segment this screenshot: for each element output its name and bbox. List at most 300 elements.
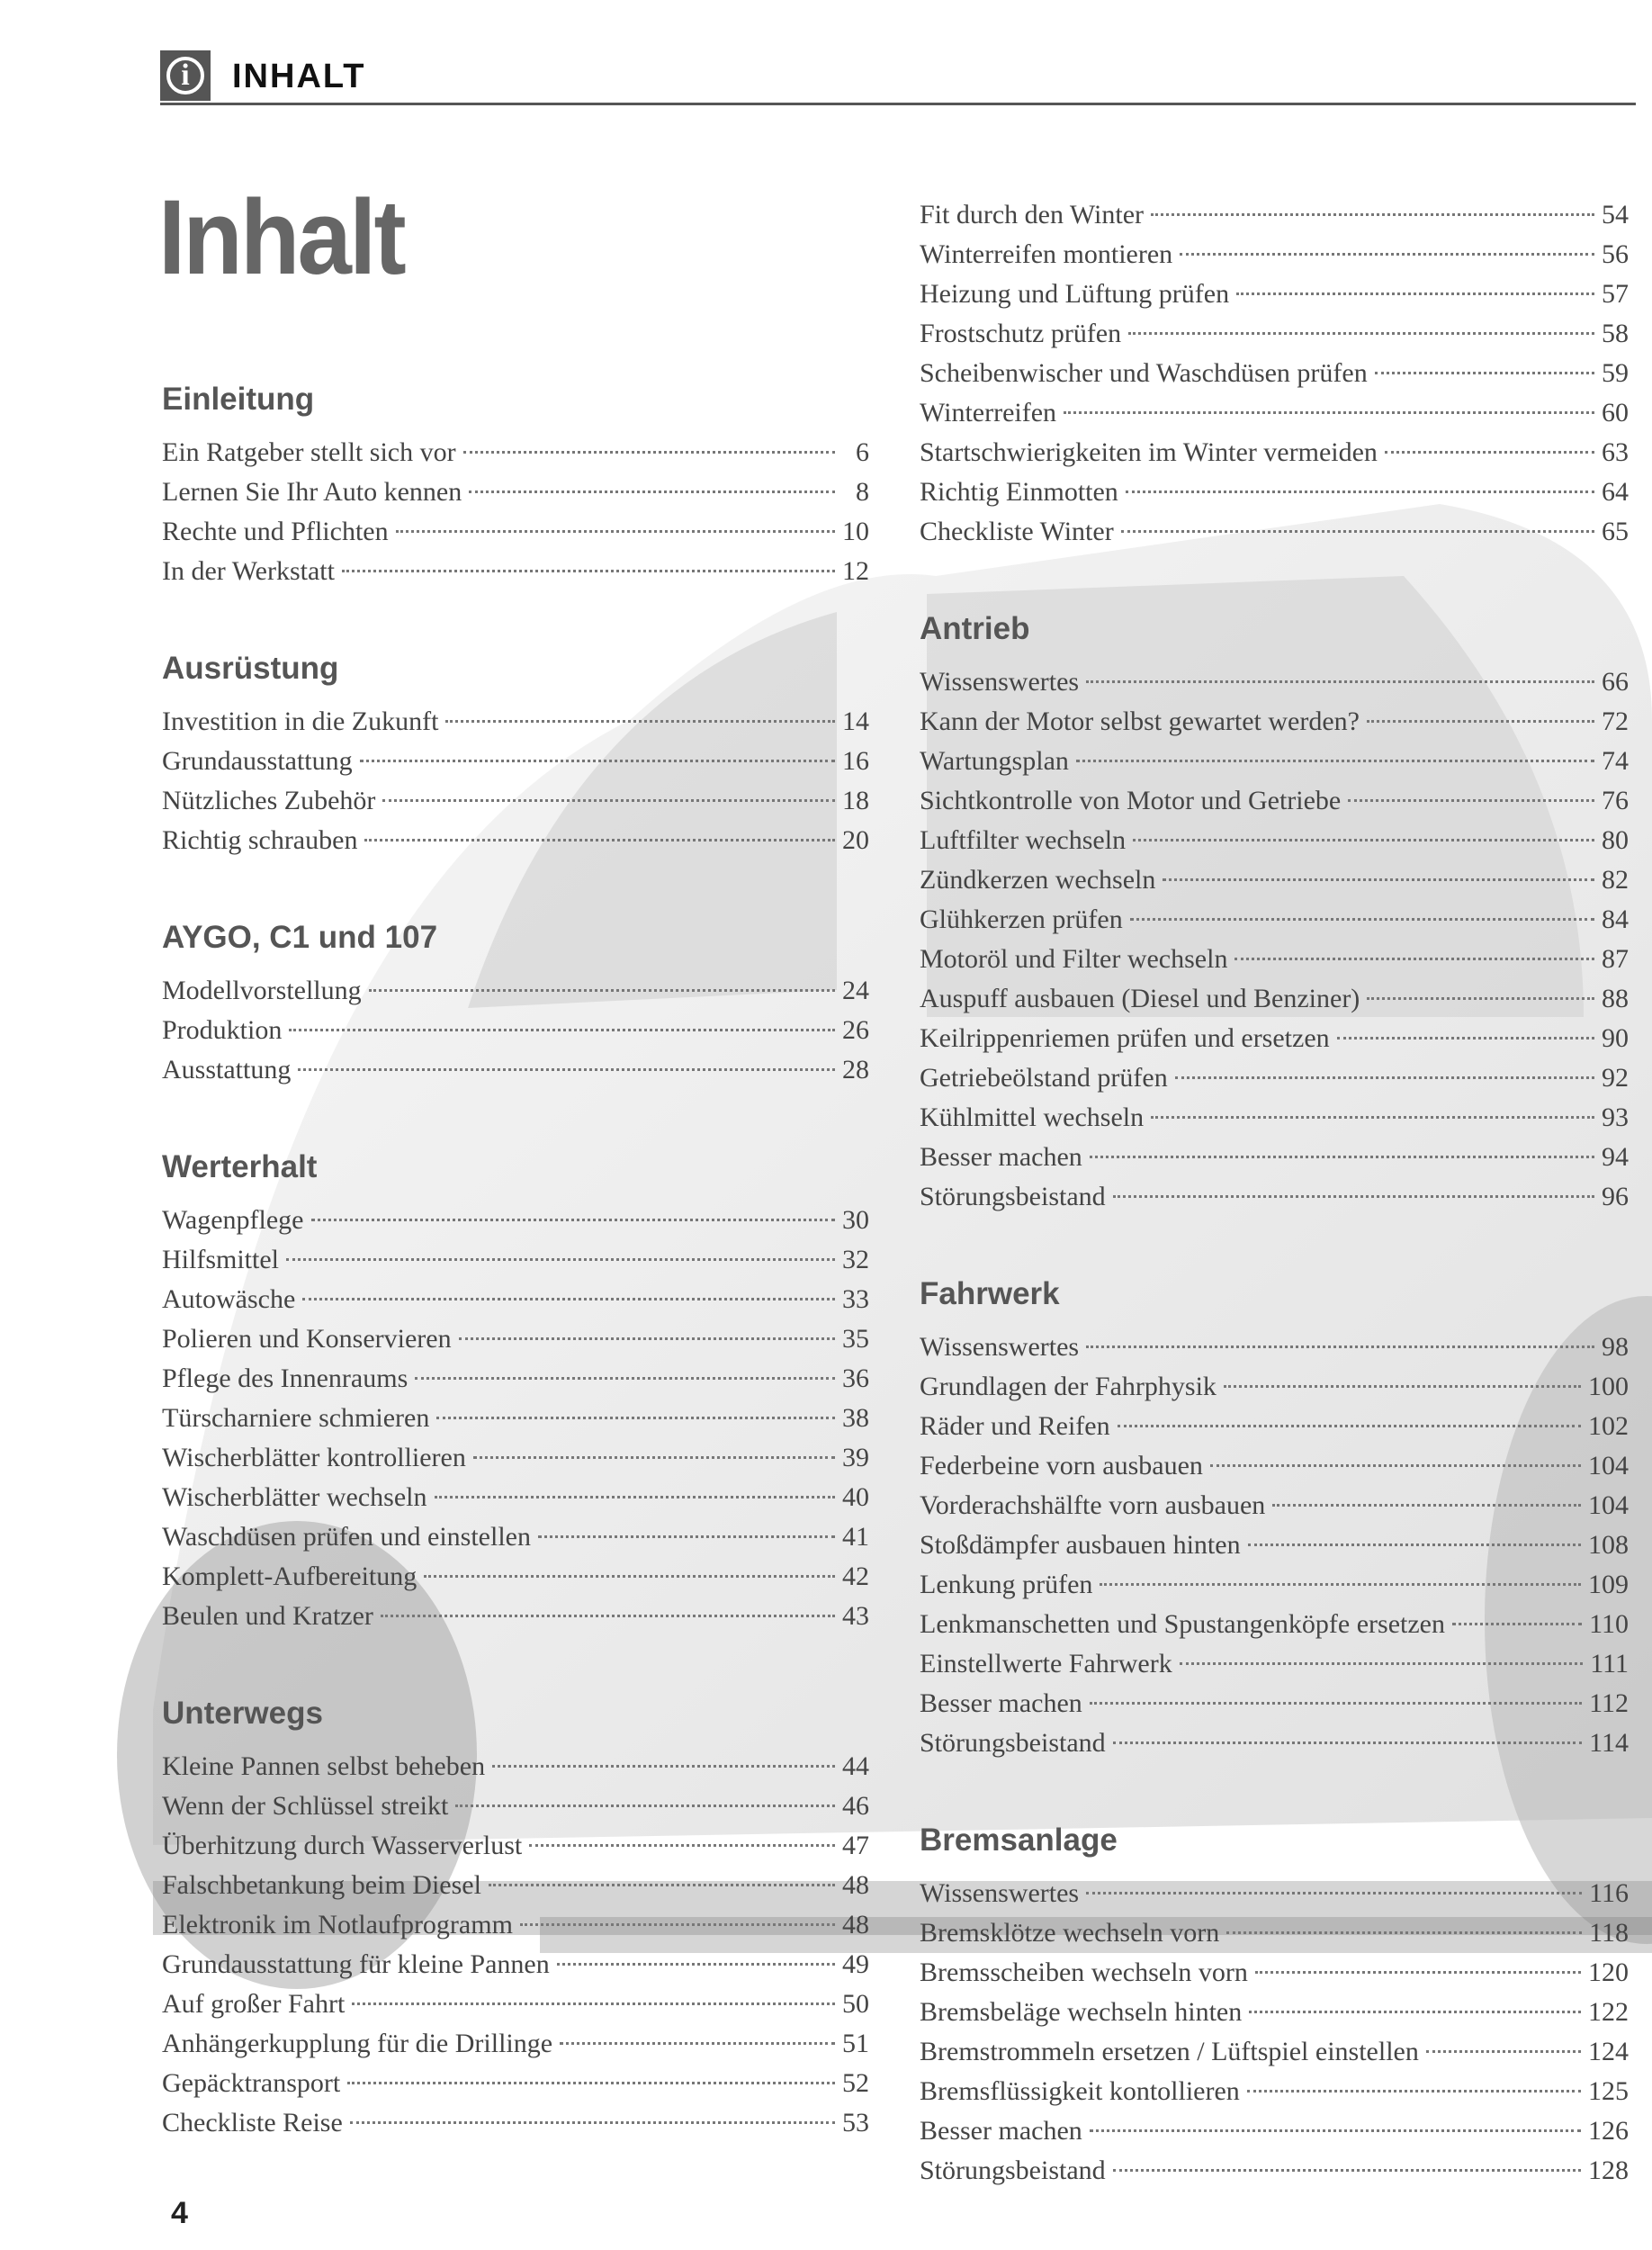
entry-page-number: 118 xyxy=(1589,1918,1629,1948)
entry-title: Wischerblätter wechseln xyxy=(162,1482,427,1512)
entry-page-number: 50 xyxy=(842,1989,869,2019)
entry-page-number: 80 xyxy=(1602,825,1629,855)
entry-page-number: 48 xyxy=(842,1910,869,1940)
dot-leader xyxy=(1348,799,1594,802)
entry-title: Autowäsche xyxy=(162,1284,296,1314)
toc-entry[interactable] xyxy=(920,821,1629,860)
entry-page-number: 114 xyxy=(1589,1728,1629,1758)
toc-entry[interactable] xyxy=(920,512,1629,552)
dot-leader xyxy=(1064,411,1594,414)
entry-title: Türscharniere schmieren xyxy=(162,1403,430,1433)
entry-title: Polieren und Konservieren xyxy=(162,1324,452,1354)
toc-entry[interactable] xyxy=(920,1644,1629,1684)
toc-right-column xyxy=(920,195,1629,2191)
dot-leader xyxy=(1090,1156,1594,1158)
toc-entry[interactable] xyxy=(162,821,869,860)
dot-leader xyxy=(1180,253,1594,256)
toc-left-column xyxy=(162,366,869,2143)
dot-leader xyxy=(1426,2050,1581,2053)
entry-page-number: 66 xyxy=(1602,667,1629,697)
entry-page-number: 30 xyxy=(842,1205,869,1235)
entry-title: Richtig Einmotten xyxy=(920,477,1118,507)
entry-title: Nützliches Zubehör xyxy=(162,786,376,815)
entry-title: Wissenswertes xyxy=(920,1332,1080,1362)
dot-leader xyxy=(1118,1425,1581,1427)
entry-page-number: 6 xyxy=(856,437,869,467)
entry-title: Winterreifen montieren xyxy=(920,239,1173,269)
entry-page-number: 109 xyxy=(1588,1570,1629,1599)
toc-entry[interactable] xyxy=(920,2032,1629,2072)
toc-entry[interactable] xyxy=(162,1240,869,1280)
entry-title: Lenkung prüfen xyxy=(920,1570,1093,1599)
dot-leader xyxy=(415,1377,835,1380)
entry-title: Auspuff ausbauen (Diesel und Benziner) xyxy=(920,984,1360,1013)
entry-title: Besser machen xyxy=(920,2116,1082,2146)
toc-entry[interactable] xyxy=(162,433,869,472)
entry-title: Wartungsplan xyxy=(920,746,1069,776)
entry-title: In der Werkstatt xyxy=(162,556,335,586)
toc-entry[interactable] xyxy=(920,314,1629,354)
dot-leader xyxy=(289,1029,835,1031)
entry-title: Anhängerkupplung für die Drillinge xyxy=(162,2029,553,2058)
dot-leader xyxy=(445,720,835,723)
entry-page-number: 33 xyxy=(842,1284,869,1314)
entry-title: Wagenpflege xyxy=(162,1205,304,1235)
entry-title: Ausstattung xyxy=(162,1055,292,1084)
toc-entry[interactable] xyxy=(920,1684,1629,1724)
dot-leader xyxy=(1113,1742,1582,1744)
toc-entry[interactable] xyxy=(920,1446,1629,1486)
toc-entry[interactable] xyxy=(162,472,869,512)
dot-leader xyxy=(489,1884,835,1886)
dot-leader xyxy=(1385,451,1594,454)
dot-leader xyxy=(352,2002,835,2005)
dot-leader xyxy=(1113,2169,1581,2172)
entry-page-number: 52 xyxy=(842,2068,869,2098)
entry-page-number: 112 xyxy=(1589,1688,1629,1718)
toc-entry[interactable] xyxy=(920,433,1629,472)
entry-title: Wenn der Schlüssel streikt xyxy=(162,1791,449,1821)
toc-entry[interactable] xyxy=(162,1438,869,1478)
toc-entry[interactable] xyxy=(162,781,869,821)
toc-entry[interactable] xyxy=(920,702,1629,742)
toc-entry[interactable] xyxy=(920,1367,1629,1407)
entry-page-number: 120 xyxy=(1588,1958,1629,1987)
toc-entry[interactable] xyxy=(162,1557,869,1597)
entry-page-number: 74 xyxy=(1602,746,1629,776)
toc-entry[interactable] xyxy=(162,1011,869,1050)
entry-title: Bremsflüssigkeit kontollieren xyxy=(920,2076,1240,2106)
dot-leader xyxy=(436,1417,835,1419)
toc-entry[interactable] xyxy=(162,742,869,781)
entry-title: Grundlagen der Fahrphysik xyxy=(920,1372,1217,1401)
entry-title: Sichtkontrolle von Motor und Getriebe xyxy=(920,786,1342,815)
entry-page-number: 56 xyxy=(1602,239,1629,269)
toc-entry[interactable] xyxy=(162,2064,869,2103)
dot-leader xyxy=(298,1068,835,1071)
entry-page-number: 60 xyxy=(1602,398,1629,428)
entry-title: Waschdüsen prüfen und einstellen xyxy=(162,1522,531,1552)
dot-leader xyxy=(396,530,835,533)
entry-title: Motoröl und Filter wechseln xyxy=(920,944,1228,974)
entry-page-number: 20 xyxy=(842,825,869,855)
toc-entry[interactable] xyxy=(920,1565,1629,1605)
entry-title: Kann der Motor selbst gewartet werden? xyxy=(920,706,1360,736)
entry-title: Pflege des Innenraums xyxy=(162,1364,409,1393)
entry-page-number: 54 xyxy=(1602,200,1629,230)
entry-page-number: 43 xyxy=(842,1601,869,1631)
toc-entry[interactable] xyxy=(162,512,869,552)
dot-leader xyxy=(424,1575,835,1578)
dot-leader xyxy=(364,839,835,842)
entry-page-number: 122 xyxy=(1588,1997,1629,2027)
dot-leader xyxy=(1272,1504,1581,1507)
entry-page-number: 90 xyxy=(1602,1023,1629,1053)
dot-leader xyxy=(520,1923,835,1926)
dot-leader xyxy=(1210,1464,1581,1467)
toc-entry[interactable] xyxy=(920,2072,1629,2111)
entry-page-number: 63 xyxy=(1602,437,1629,467)
entry-title: Besser machen xyxy=(920,1688,1082,1718)
section-heading: Einleitung xyxy=(162,382,315,417)
entry-title: Elektronik im Notlaufprogramm xyxy=(162,1910,513,1940)
dot-leader xyxy=(529,1844,835,1847)
entry-title: Wischerblätter kontrollieren xyxy=(162,1443,466,1472)
section-heading: Fahrwerk xyxy=(920,1276,1060,1311)
toc-entry[interactable] xyxy=(162,1866,869,1905)
entry-title: Getriebeölstand prüfen xyxy=(920,1063,1168,1093)
toc-entry[interactable] xyxy=(162,1359,869,1399)
entry-title: Kleine Pannen selbst beheben xyxy=(162,1751,486,1781)
toc-entry[interactable] xyxy=(920,354,1629,393)
toc-entry[interactable] xyxy=(920,1098,1629,1138)
entry-title: Störungsbeistand xyxy=(920,1182,1106,1211)
toc-entry[interactable] xyxy=(162,1319,869,1359)
dot-leader xyxy=(1151,1116,1594,1119)
entry-title: Luftfilter wechseln xyxy=(920,825,1127,855)
entry-page-number: 53 xyxy=(842,2108,869,2138)
entry-title: Grundausstattung für kleine Pannen xyxy=(162,1949,550,1979)
toc-entry[interactable] xyxy=(162,1945,869,1984)
toc-entry[interactable] xyxy=(920,1058,1629,1098)
toc-entry[interactable] xyxy=(920,1177,1629,1217)
entry-page-number: 111 xyxy=(1590,1649,1629,1678)
entry-title: Kühlmittel wechseln xyxy=(920,1102,1145,1132)
toc-entry[interactable] xyxy=(920,1019,1629,1058)
dot-leader xyxy=(1452,1623,1582,1625)
toc-entry[interactable] xyxy=(920,781,1629,821)
toc-entry[interactable] xyxy=(920,860,1629,900)
dot-leader xyxy=(1247,2090,1581,2092)
entry-page-number: 51 xyxy=(842,2029,869,2058)
entry-page-number: 110 xyxy=(1589,1609,1629,1639)
entry-title: Besser machen xyxy=(920,1142,1082,1172)
entry-title: Bremstrommeln ersetzen / Lüftspiel einstellen xyxy=(920,2037,1419,2066)
entry-page-number: 100 xyxy=(1588,1372,1629,1401)
toc-entry[interactable] xyxy=(162,1905,869,1945)
entry-page-number: 28 xyxy=(842,1055,869,1084)
dot-leader xyxy=(1128,332,1594,335)
dot-leader xyxy=(1126,490,1594,493)
dot-leader xyxy=(1090,1702,1582,1705)
toc-section xyxy=(162,366,869,591)
entry-title: Vorderachshälfte vorn ausbauen xyxy=(920,1490,1266,1520)
toc-entry[interactable] xyxy=(920,274,1629,314)
dot-leader xyxy=(342,570,835,572)
toc-entry[interactable] xyxy=(920,1138,1629,1177)
entry-page-number: 124 xyxy=(1588,2037,1629,2066)
toc-entry[interactable] xyxy=(162,1478,869,1517)
toc-entry[interactable] xyxy=(920,235,1629,274)
entry-title: Störungsbeistand xyxy=(920,1728,1106,1758)
toc-entry[interactable] xyxy=(162,1747,869,1786)
entry-page-number: 84 xyxy=(1602,904,1629,934)
dot-leader xyxy=(1090,2129,1581,2132)
dot-leader xyxy=(557,1963,835,1966)
entry-page-number: 76 xyxy=(1602,786,1629,815)
entry-title: Startschwierigkeiten im Winter vermeiden xyxy=(920,437,1378,467)
dot-leader xyxy=(381,1615,835,1617)
dot-leader xyxy=(360,760,835,762)
entry-page-number: 58 xyxy=(1602,319,1629,348)
toc-entry[interactable] xyxy=(920,662,1629,702)
entry-page-number: 35 xyxy=(842,1324,869,1354)
toc-entry[interactable] xyxy=(920,1486,1629,1526)
page-title: Inhalt xyxy=(158,178,404,297)
toc-entry[interactable] xyxy=(920,472,1629,512)
toc-entry[interactable] xyxy=(162,1280,869,1319)
entry-page-number: 108 xyxy=(1588,1530,1629,1560)
entry-page-number: 49 xyxy=(842,1949,869,1979)
toc-entry[interactable] xyxy=(162,1826,869,1866)
toc-entry[interactable] xyxy=(920,940,1629,979)
dot-leader xyxy=(1133,839,1594,842)
entry-page-number: 40 xyxy=(842,1482,869,1512)
toc-entry[interactable] xyxy=(920,979,1629,1019)
toc-entry[interactable] xyxy=(920,195,1629,235)
dot-leader xyxy=(1086,1892,1582,1894)
section-heading: Ausrüstung xyxy=(162,651,339,686)
entry-title: Wissenswertes xyxy=(920,667,1080,697)
toc-entry[interactable] xyxy=(162,2024,869,2064)
dot-leader xyxy=(1375,372,1594,374)
entry-title: Modellvorstellung xyxy=(162,976,362,1005)
toc-entry[interactable] xyxy=(920,1407,1629,1446)
entry-page-number: 65 xyxy=(1602,517,1629,546)
entry-page-number: 94 xyxy=(1602,1142,1629,1172)
entry-title: Beulen und Kratzer xyxy=(162,1601,373,1631)
dot-leader xyxy=(473,1456,835,1459)
toc-section xyxy=(920,195,1629,552)
entry-page-number: 44 xyxy=(842,1751,869,1781)
entry-title: Stoßdämpfer ausbauen hinten xyxy=(920,1530,1241,1560)
toc-entry[interactable] xyxy=(920,900,1629,940)
section-heading: Unterwegs xyxy=(162,1696,323,1731)
toc-entry[interactable] xyxy=(162,1984,869,2024)
dot-leader xyxy=(492,1765,835,1768)
entry-title: Bremsbeläge wechseln hinten xyxy=(920,1997,1243,2027)
entry-title: Heizung und Lüftung prüfen xyxy=(920,279,1230,309)
dot-leader xyxy=(459,1337,835,1340)
toc-section xyxy=(920,1807,1629,2191)
entry-title: Rechte und Pflichten xyxy=(162,517,389,546)
toc-entry[interactable] xyxy=(920,393,1629,433)
entry-page-number: 36 xyxy=(842,1364,869,1393)
entry-page-number: 72 xyxy=(1602,706,1629,736)
toc-section xyxy=(162,1680,869,2143)
entry-page-number: 46 xyxy=(842,1791,869,1821)
entry-page-number: 104 xyxy=(1588,1490,1629,1520)
toc-entry[interactable] xyxy=(920,1328,1629,1367)
dot-leader xyxy=(1367,997,1594,1000)
entry-page-number: 39 xyxy=(842,1443,869,1472)
entry-page-number: 24 xyxy=(842,976,869,1005)
page-header xyxy=(160,50,1636,105)
toc-entry[interactable] xyxy=(162,1786,869,1826)
entry-page-number: 64 xyxy=(1602,477,1629,507)
entry-page-number: 93 xyxy=(1602,1102,1629,1132)
entry-page-number: 10 xyxy=(842,517,869,546)
dot-leader xyxy=(1076,760,1594,762)
toc-entry[interactable] xyxy=(162,2103,869,2143)
entry-title: Keilrippenriemen prüfen und ersetzen xyxy=(920,1023,1330,1053)
entry-page-number: 82 xyxy=(1602,865,1629,895)
toc-section xyxy=(162,635,869,860)
toc-section xyxy=(920,596,1629,1217)
toc-entry[interactable] xyxy=(920,1993,1629,2032)
dot-leader xyxy=(1151,213,1594,216)
entry-page-number: 98 xyxy=(1602,1332,1629,1362)
dot-leader xyxy=(1255,1971,1581,1974)
toc-entry[interactable] xyxy=(162,971,869,1011)
toc-entry[interactable] xyxy=(162,1050,869,1090)
dot-leader xyxy=(1224,1385,1581,1388)
entry-page-number: 92 xyxy=(1602,1063,1629,1093)
dot-leader xyxy=(1248,1544,1581,1546)
entry-page-number: 41 xyxy=(842,1522,869,1552)
toc-entry[interactable] xyxy=(920,1874,1629,1913)
dot-leader xyxy=(286,1258,835,1261)
toc-entry[interactable] xyxy=(920,1605,1629,1644)
toc-entry[interactable] xyxy=(920,742,1629,781)
entry-title: Auf großer Fahrt xyxy=(162,1989,346,2019)
info-icon: i xyxy=(160,50,211,101)
toc-entry[interactable] xyxy=(162,1201,869,1240)
entry-title: Frostschutz prüfen xyxy=(920,319,1122,348)
entry-title: Komplett-Aufbereitung xyxy=(162,1562,417,1591)
entry-title: Investition in die Zukunft xyxy=(162,706,439,736)
entry-title: Fit durch den Winter xyxy=(920,200,1145,230)
dot-leader xyxy=(1226,1931,1582,1934)
entry-title: Checkliste Reise xyxy=(162,2108,343,2138)
entry-page-number: 57 xyxy=(1602,279,1629,309)
entry-page-number: 12 xyxy=(842,556,869,586)
dot-leader xyxy=(1113,1195,1594,1198)
dot-leader xyxy=(1163,878,1594,881)
entry-title: Federbeine vorn ausbauen xyxy=(920,1451,1203,1480)
dot-leader xyxy=(1086,1346,1594,1348)
dot-leader xyxy=(350,2121,835,2124)
entry-title: Einstellwerte Fahrwerk xyxy=(920,1649,1172,1678)
section-heading: Werterhalt xyxy=(162,1149,318,1184)
entry-title: Ein Ratgeber stellt sich vor xyxy=(162,437,456,467)
entry-title: Bremsscheiben wechseln vorn xyxy=(920,1958,1248,1987)
dot-leader xyxy=(560,2042,835,2045)
entry-page-number: 87 xyxy=(1602,944,1629,974)
entry-title: Lernen Sie Ihr Auto kennen xyxy=(162,477,462,507)
entry-title: Zündkerzen wechseln xyxy=(920,865,1156,895)
dot-leader xyxy=(469,490,835,493)
dot-leader xyxy=(455,1804,835,1807)
entry-page-number: 88 xyxy=(1602,984,1629,1013)
entry-title: Falschbetankung beim Diesel xyxy=(162,1870,481,1900)
entry-page-number: 16 xyxy=(842,746,869,776)
toc-entry[interactable] xyxy=(920,1913,1629,1953)
page-number: 4 xyxy=(171,2196,188,2230)
toc-entry[interactable] xyxy=(920,1526,1629,1565)
toc-entry[interactable] xyxy=(920,2151,1629,2191)
dot-leader xyxy=(302,1298,835,1300)
dot-leader xyxy=(1337,1037,1594,1040)
entry-page-number: 126 xyxy=(1588,2116,1629,2146)
entry-title: Bremsklötze wechseln vorn xyxy=(920,1918,1220,1948)
entry-page-number: 104 xyxy=(1588,1451,1629,1480)
entry-title: Überhitzung durch Wasserverlust xyxy=(162,1831,523,1860)
entry-page-number: 48 xyxy=(842,1870,869,1900)
toc-entry[interactable] xyxy=(162,702,869,742)
dot-leader xyxy=(1367,720,1594,723)
entry-title: Hilfsmittel xyxy=(162,1245,279,1274)
dot-leader xyxy=(1249,2011,1581,2013)
section-heading: AYGO, C1 und 107 xyxy=(162,920,438,955)
entry-title: Produktion xyxy=(162,1015,283,1045)
toc-entry[interactable] xyxy=(920,1724,1629,1763)
dot-leader xyxy=(435,1496,836,1498)
dot-leader xyxy=(1086,680,1594,683)
entry-page-number: 47 xyxy=(842,1831,869,1860)
toc-entry[interactable] xyxy=(920,1953,1629,1993)
entry-title: Scheibenwischer und Waschdüsen prüfen xyxy=(920,358,1368,388)
toc-entry[interactable] xyxy=(162,1597,869,1636)
entry-page-number: 42 xyxy=(842,1562,869,1591)
entry-title: Wissenswertes xyxy=(920,1878,1080,1908)
entry-title: Lenkmanschetten und Spustangenköpfe ersetzen xyxy=(920,1609,1445,1639)
toc-section xyxy=(162,1134,869,1636)
toc-section xyxy=(162,904,869,1090)
entry-page-number: 96 xyxy=(1602,1182,1629,1211)
entry-page-number: 128 xyxy=(1588,2156,1629,2185)
entry-title: Räder und Reifen xyxy=(920,1411,1110,1441)
entry-title: Störungsbeistand xyxy=(920,2156,1106,2185)
dot-leader xyxy=(1235,958,1594,960)
entry-title: Gepäcktransport xyxy=(162,2068,341,2098)
entry-page-number: 18 xyxy=(842,786,869,815)
dot-leader xyxy=(1175,1076,1594,1079)
toc-entry[interactable] xyxy=(162,1399,869,1438)
toc-entry[interactable] xyxy=(162,552,869,591)
dot-leader xyxy=(347,2082,835,2084)
entry-title: Grundausstattung xyxy=(162,746,353,776)
section-heading: Antrieb xyxy=(920,611,1030,646)
toc-section xyxy=(920,1261,1629,1763)
dot-leader xyxy=(382,799,835,802)
toc-entry[interactable] xyxy=(162,1517,869,1557)
entry-title: Richtig schrauben xyxy=(162,825,358,855)
section-heading: Bremsanlage xyxy=(920,1822,1118,1858)
dot-leader xyxy=(369,989,835,992)
entry-title: Winterreifen xyxy=(920,398,1057,428)
toc-entry[interactable] xyxy=(920,2111,1629,2151)
